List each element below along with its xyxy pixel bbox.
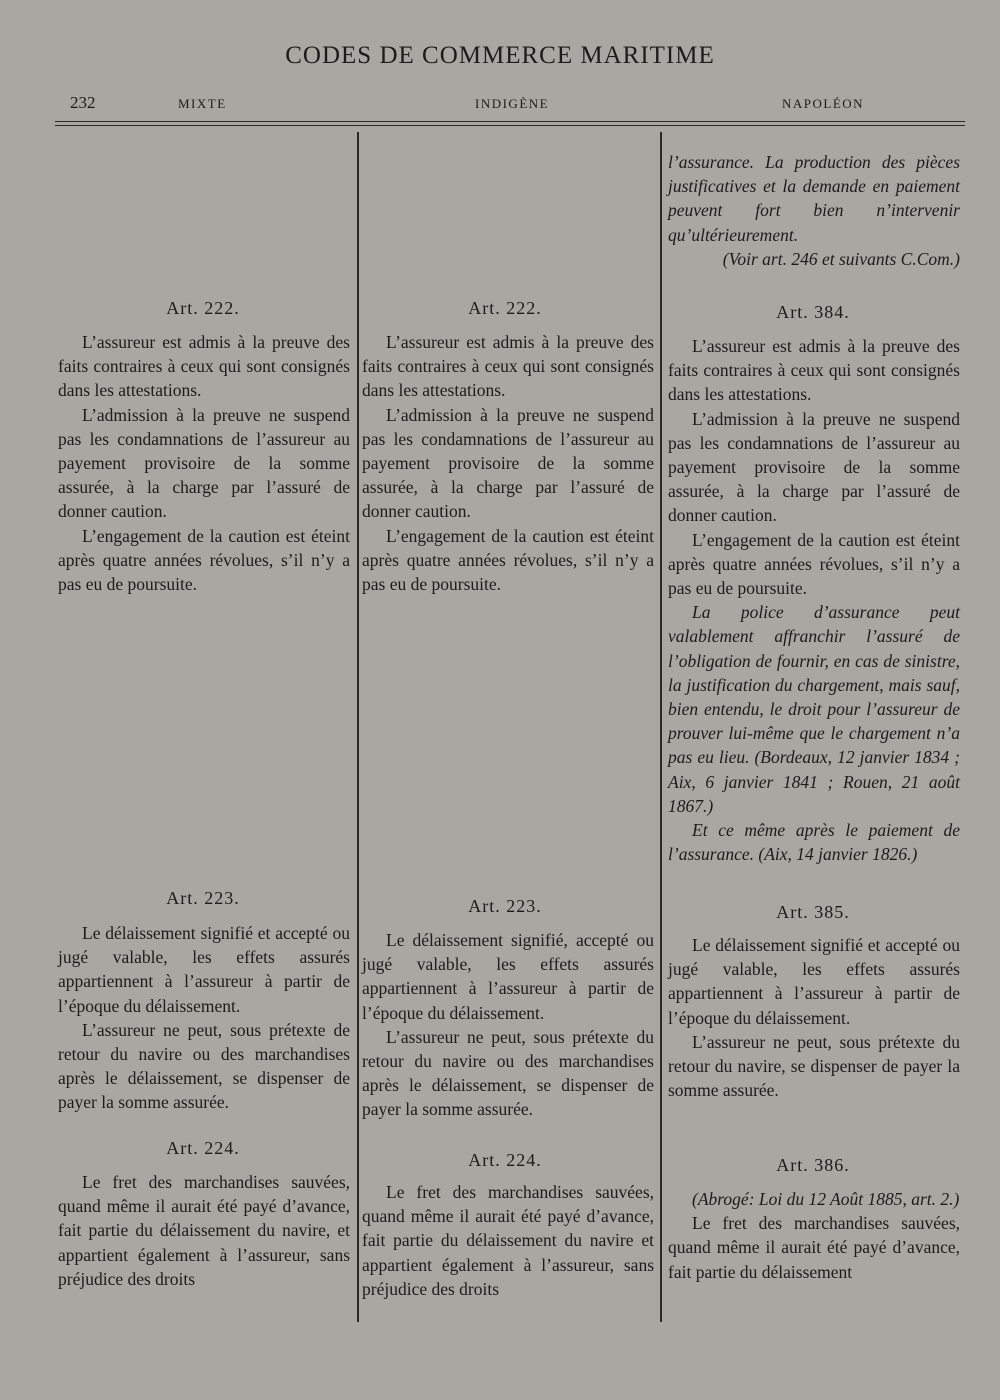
continued-text (668, 150, 960, 271)
article-heading: Art. 384. (776, 302, 850, 322)
paragraph: L’assureur est admis à la preuve des faits contraires à ceux qui sont consignés dans les attestations. (668, 336, 960, 405)
paragraph: Le délaissement signifié et accepté ou jugé valable, les effets assurés appartiennent à l’assureur à partir de l’époque du délaissement. (58, 923, 350, 1016)
column-header-napoleon: NAPOLÉON (782, 96, 865, 111)
paragraph: L’admission à la preuve ne suspend pas les condamnations de l’assureur au payement provisoire de la somme assurée, à la charge par l’assuré de donner caution. (58, 404, 350, 522)
article-body (668, 334, 960, 866)
header-rule-bottom (55, 125, 965, 126)
paragraph: L’assureur ne peut, sous prétexte de retour du navire ou des marchandises après le délaissement, se dispenser de payer la somme assurée. (58, 1019, 350, 1113)
paragraph: Le fret des marchandises sauvées, quand même il aurait été payé d’avance, fait partie du délaissement (668, 1213, 960, 1282)
paragraph: La police d’assurance peut valablement affranchir l’assuré de l’obligation de fournir, en cas de sinistre, la justification du chargement, mais sauf, bien entendu, le droit pour l’assureur de prouver lui-même que le chargement n’a pas eu lieu. (Bordeaux, 12 janvier 1834 ; Aix, 6 janvier 1841 ; Rouen, 21 août 1867.) (668, 602, 960, 816)
article-body (58, 921, 350, 1115)
paragraph: l’assurance. La production des pièces justificatives et la demande en paiement peuvent fort bien n’intervenir qu’ultérieurement. (668, 152, 960, 245)
paragraph: L’engagement de la caution est éteint après quatre années révolues, s’il n’y a pas eu de poursuite. (58, 525, 350, 595)
paragraph: L’admission à la preuve ne suspend pas les condamnations de l’assureur au payement provisoire de la somme assurée, à la charge par l’assuré de donner caution. (362, 404, 654, 522)
page-number: 232 (70, 93, 96, 112)
article-heading: Art. 223. (166, 888, 240, 908)
paragraph: L’assureur est admis à la preuve des faits contraires à ceux qui sont consignés dans les attestations. (58, 332, 350, 401)
paragraph: (Abrogé: Loi du 12 Août 1885, art. 2.) (692, 1189, 960, 1209)
paragraph: Le délaissement signifié, accepté ou jugé valable, les effets assurés appartiennent à l’assureur à partir de l’époque du délaissement. (362, 930, 654, 1023)
article-body (58, 1170, 350, 1291)
paragraph: Le fret des marchandises sauvées, quand même il aurait été payé d’avance, fait partie du délaissement du navire et appartient également à l’assureur, sans préjudice des droits (362, 1182, 654, 1299)
reference-note: (Voir art. 246 et suivants C.Com.) (722, 248, 960, 269)
article-heading: Art. 223. (468, 896, 542, 916)
paragraph: Et ce même après le paiement de l’assurance. (Aix, 14 janvier 1826.) (668, 820, 960, 865)
article-body (668, 1187, 960, 1284)
article-heading: Art. 386. (776, 1155, 850, 1175)
article-body (362, 1180, 654, 1301)
column-divider-1 (357, 132, 359, 1322)
article-heading: Art. 222. (166, 298, 240, 318)
article-body (668, 933, 960, 1102)
article-heading: Art. 222. (468, 298, 542, 318)
paragraph: Le fret des marchandises sauvées, quand même il aurait été payé d’avance, fait partie du délaissement du navire, et appartient également à l’assureur, sans préjudice des droits (58, 1172, 350, 1289)
article-body (362, 928, 654, 1122)
article-heading: Art. 385. (776, 902, 850, 922)
paragraph: L’engagement de la caution est éteint après quatre années révolues, s’il n’y a pas eu de poursuite. (362, 525, 654, 595)
paragraph: L’assureur ne peut, sous prétexte du retour du navire, se dispenser de payer la somme assurée. (668, 1031, 960, 1101)
article-heading: Art. 224. (166, 1138, 240, 1158)
article-body (362, 330, 654, 596)
paragraph: L’admission à la preuve ne suspend pas les condamnations de l’assureur au payement provisoire de la somme assurée, à la charge par l’assuré de donner caution. (668, 408, 960, 526)
header-rule-top (55, 121, 965, 122)
column-header-indigene: INDIGÈNE (475, 96, 550, 111)
page-title: CODES DE COMMERCE MARITIME (285, 42, 715, 69)
paragraph: L’engagement de la caution est éteint après quatre années révolues, s’il n’y a pas eu de poursuite. (668, 529, 960, 599)
column-header-mixte: MIXTE (178, 96, 227, 111)
article-body (58, 330, 350, 596)
paragraph: L’assureur ne peut, sous prétexte du retour du navire ou des marchandises après le délaissement, se dispenser de payer la somme assurée. (362, 1026, 654, 1120)
paragraph: Le délaissement signifié et accepté ou jugé valable, les effets assurés appartiennent à l’assureur à partir de l’époque du délaissement. (668, 935, 960, 1028)
paragraph: L’assureur est admis à la preuve des faits contraires à ceux qui sont consignés dans les attestations. (362, 332, 654, 401)
article-heading: Art. 224. (468, 1150, 542, 1170)
column-divider-2 (660, 132, 662, 1322)
